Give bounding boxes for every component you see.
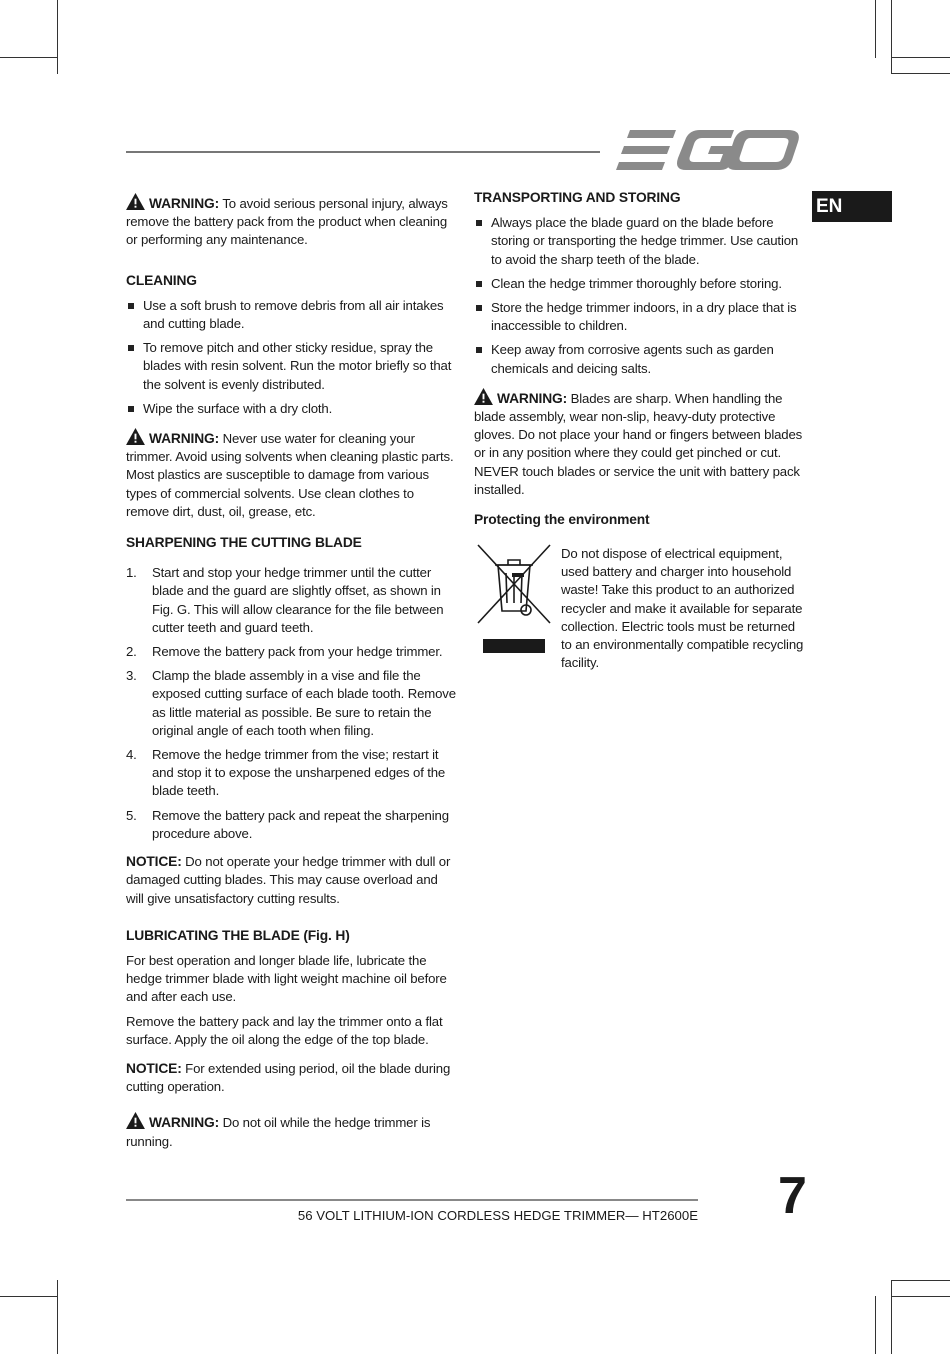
step-item: 1. Start and stop your hedge trimmer until the cutter blade and the guard are slightly offset, as shown in Fig. G. This will allow clearance for the file between cutter teeth and guard teeth. (126, 565, 444, 635)
step-item: 4. Remove the hedge trimmer from the vise; restart it and stop it to expose the unsharpened edges of the blade teeth. (126, 747, 446, 799)
transport-list (474, 214, 804, 378)
page-number: 7 (778, 1167, 807, 1225)
notice-label: NOTICE: (126, 1060, 182, 1076)
step-item: 3. Clamp the blade assembly in a vise and file the exposed cutting surface of each blade tooth. Remove as little material as possible. Be sure to retain the original angle of each tooth when filing. (126, 668, 456, 738)
warning-label: WARNING: (497, 390, 568, 406)
header-rule (126, 151, 600, 153)
language-tab: EN (812, 191, 892, 222)
notice-oil (126, 1060, 458, 1096)
warning-label: WARNING: (149, 196, 220, 211)
notice-dull-blades (126, 853, 458, 908)
warning-text: Do not oil while the hedge trimmer is running. (126, 1115, 431, 1149)
lubricating-paragraph: For best operation and longer blade life, lubricate the hedge trimmer blade with light weight machine oil before and after each use. (126, 952, 447, 1005)
footer-title: 56 VOLT LITHIUM-ION CORDLESS HEDGE TRIMMER— HT2600E (297, 1208, 698, 1223)
warning-label: WARNING: (149, 1115, 220, 1131)
list-item: Keep away from corrosive agents such as garden chemicals and deicing salts. (474, 341, 804, 377)
warning-icon (126, 193, 145, 210)
warning-icon (126, 428, 145, 445)
step-item: 5. Remove the battery pack and repeat the sharpening procedure above. (126, 807, 449, 841)
environment-text: Do not dispose of electrical equipment, used battery and charger into household waste! Take this product to an authorized recycler and make it available for separate collection. Electric tools must be returned to an environmentally compatible recycling facility. (561, 546, 804, 671)
cleaning-list (126, 297, 458, 418)
warning-icon (474, 388, 493, 405)
sharpening-steps (126, 564, 458, 843)
list-item: Clean the hedge trimmer thoroughly before storing. (474, 275, 804, 293)
warning-maintenance (126, 193, 458, 250)
step-item: 2. Remove the battery pack from your hedge trimmer. (126, 644, 443, 660)
footer-rule (126, 1199, 698, 1201)
notice-label: NOTICE: (126, 854, 182, 870)
lubricating-paragraph: Remove the battery pack and lay the trimmer onto a flat surface. Apply the oil along the edge of the top blade. (126, 1013, 443, 1047)
environment-heading: Protecting the environment (474, 512, 650, 528)
warning-icon (126, 1112, 145, 1129)
list-item: Wipe the surface with a dry cloth. (126, 400, 458, 418)
warning-label: WARNING: (149, 431, 220, 447)
notice-text: For extended using period, oil the blade during cutting operation. (126, 1060, 451, 1095)
list-item: Store the hedge trimmer indoors, in a dry place that is inaccessible to children. (474, 299, 804, 335)
lubricating-heading: LUBRICATING THE BLADE (Fig. H) (126, 927, 350, 943)
left-column (126, 193, 458, 1151)
ego-logo (616, 128, 800, 174)
notice-text: Do not operate your hedge trimmer with dull or damaged cutting blades. This may cause overload and will give unsatisfactory cutting results. (126, 854, 451, 906)
warning-text: Never use water for cleaning your trimmer. Avoid using solvents when cleaning plastic parts. Most plastics are susceptible to damage from various types of commercial solvents. Use clean clothes to remove dirt, dust, oil, grease, etc. (126, 431, 454, 519)
cleaning-heading: CLEANING (126, 272, 197, 288)
crossed-bin-icon (476, 543, 552, 655)
warning-text: To avoid serious personal injury, always remove the battery pack from the product when cleaning or performing any maintenance. (126, 196, 448, 248)
transport-heading: TRANSPORTING AND STORING (474, 190, 681, 205)
warning-text: Blades are sharp. When handling the blade assembly, wear non-slip, heavy-duty protective gloves. Do not place your hand or fingers between blades or in any position where they could get pinched or cut. NEVER touch blades or service the unit with battery pack installed. (474, 390, 803, 497)
right-column (474, 189, 804, 529)
warning-sharp-blades (474, 388, 804, 499)
list-item: Always place the blade guard on the blade before storing or transporting the hedge trimmer. Use caution to avoid the sharp teeth of the blade. (474, 214, 804, 269)
warning-water (126, 428, 458, 521)
sharpening-heading: SHARPENING THE CUTTING BLADE (126, 535, 362, 551)
warning-running (126, 1112, 458, 1150)
list-item: To remove pitch and other sticky residue, spray the blades with resin solvent. Run the motor briefly so that the solvent is evenly distributed. (126, 339, 458, 394)
list-item: Use a soft brush to remove debris from all air intakes and cutting blade. (126, 297, 458, 333)
